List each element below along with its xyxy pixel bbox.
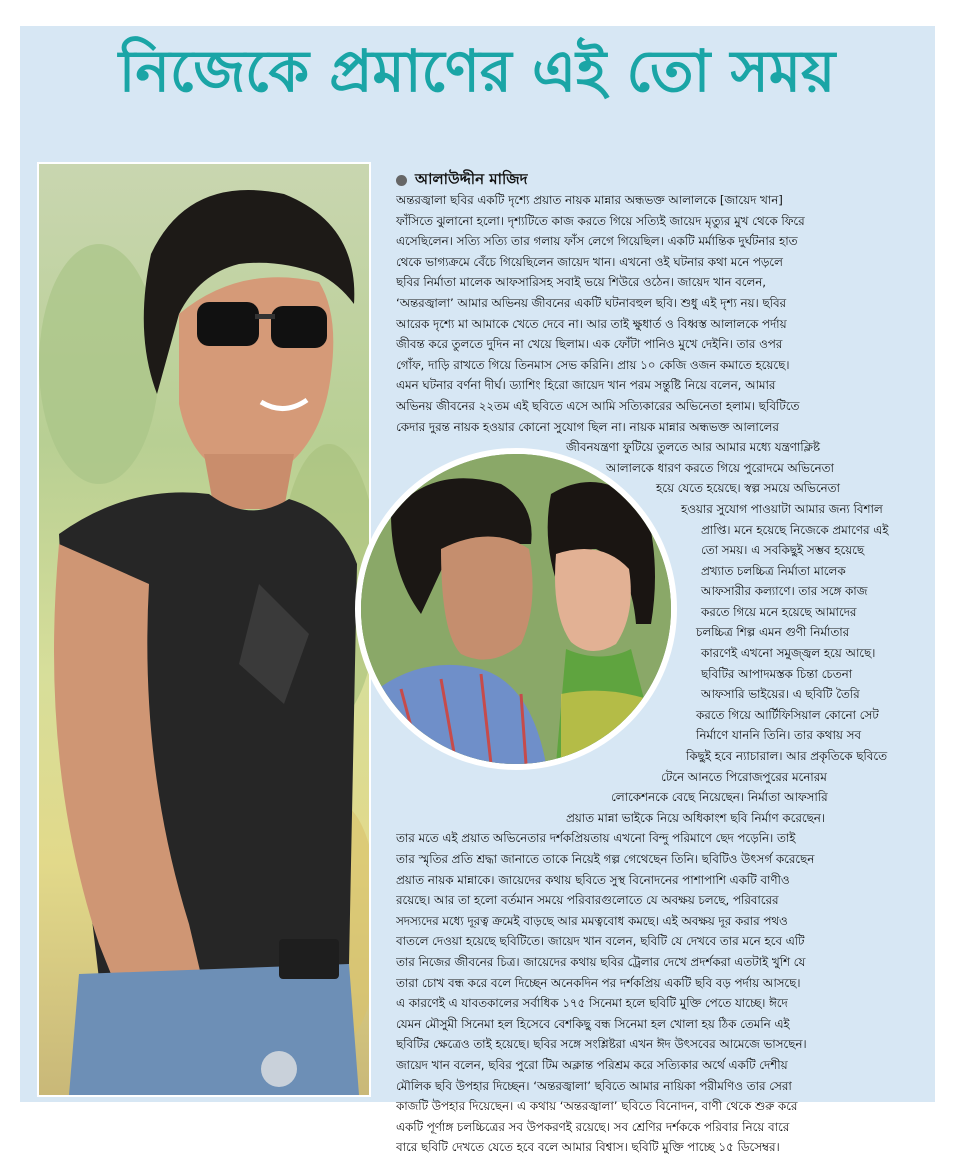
body-line: হয়ে যেতে হয়েছে। স্বল্প সময়ে অভিনেতা (656, 481, 840, 496)
couple-illustration (361, 454, 671, 764)
body-line: বাতলে দেওয়া হয়েছে ছবিটিতে। জায়েদ খান বলেন, ছবিটি যে দেখবে তার মনে হবে এটি (396, 934, 805, 949)
body-line: করতে গিয়ে মনে হয়েছে আমাদের (701, 604, 857, 619)
body-line: টেনে আনতে পিরোজপুরের মনোরম (661, 769, 827, 784)
body-line: জীবন্ত করে তুলতে দুদিন না খেয়ে ছিলাম। এক ফোঁটা পানিও মুখে দেইনি। তার ওপর (396, 337, 783, 352)
body-line: জীবনযন্ত্রণা ফুটিয়ে তুলতে আর আমার মধ্যে যন্ত্রণাক্লিষ্ট (566, 440, 820, 455)
body-line: কাজটি উপহার দিয়েছেন। এ কথায় ‘অন্তরজ্বালা’ ছবিতে বিনোদন, বাণী থেকে শুরু করে (396, 1099, 798, 1114)
body-line: তার মতে এই প্রয়াত অভিনেতার দর্শকপ্রিয়তায় এখনো বিন্দু পরিমাণে ছেদ পড়েনি। তাই (396, 831, 796, 846)
body-line: ছবিটির ক্ষেত্রেও তাই হয়েছে। ছবির সঙ্গে সংশ্লিষ্টরা এখন ঈদ উৎসবের আমেজে ভাসছেন। (396, 1037, 807, 1052)
body-line: আফসারি ভাইয়ের। এ ছবিটি তৈরি (701, 687, 860, 702)
body-line: থেকে ভাগ্যক্রমে বেঁচে গিয়েছিলেন জায়েদ খান। এখনো ওই ঘটনার কথা মনে পড়লে (396, 254, 783, 269)
body-line: প্রয়াত মান্না ভাইকে নিয়ে অধিকাংশ ছবি নির্মাণ করেছেন। (566, 810, 826, 825)
body-line: অভিনয় জীবনের ২২তম এই ছবিতে এসে আমি সত্যিকারের অভিনেতা হলাম। ছবিটিতে (396, 398, 800, 413)
headline: নিজেকে প্রমাণের এই তো সময় (118, 37, 836, 105)
body-line: লোকেশনকে বেছে নিয়েছেন। নির্মাতা আফসারি (611, 790, 828, 805)
body-line: করতে গিয়ে আর্টিফিসিয়াল কোনো সেট (696, 707, 879, 722)
body-line: তার স্মৃতির প্রতি শ্রদ্ধা জানাতে তাকে নিয়েই গল্প গেথেছেন তিনি। ছবিটিও উৎসর্গ করেছেন (396, 852, 815, 866)
body-line: রয়েছে। আর তা হলো বর্তমান সময়ে পরিবারগুলোতে যে অবক্ষয় চলছে, পরিবারের (396, 893, 779, 908)
body-line: প্রাপ্তি। মনে হয়েছে নিজেকে প্রমাণের এই (701, 522, 889, 537)
body-line: অন্তরজ্বালা ছবির একটি দৃশ্যে প্রয়াত নায়ক মান্নার অন্ধভক্ত আলালকে [জায়েদ খান] (396, 193, 783, 207)
couple-photo (355, 448, 677, 770)
body-line: প্রখ্যাত চলচ্চিত্র নির্মাতা মালেক (701, 563, 846, 578)
body-line: তারা চোখ বন্ধ করে বলে দিচ্ছেন অনেকদিন পর দর্শকপ্রিয় একটি ছবি বড় পর্দায় আসছে। (396, 975, 801, 990)
body-line: আফসারীর কল্যাণে। তার সঙ্গে কাজ (701, 584, 868, 599)
body-line: নির্মাণে যাননি তিনি। তার কথায় সব (696, 728, 861, 743)
actor-illustration (39, 164, 369, 1095)
bullet-icon (396, 175, 407, 186)
body-line: ছবিটির আপাদমস্তক চিন্তা চেতনা (701, 666, 853, 681)
body-line: চলচ্চিত্র শিল্প এমন গুণী নির্মাতার (696, 625, 850, 640)
author-name: আলাউদ্দীন মাজিদ (415, 170, 528, 188)
body-line: এসেছিলেন। সত্যি সত্যি তার গলায় ফাঁস লেগে গিয়েছিল। একটি মর্মান্তিক দুর্ঘটনার হাত (396, 234, 798, 249)
body-line: তার নিজের জীবনের চিত্র। জায়েদের কথায় ছবির ট্রেলার দেখে প্রদর্শকরা এতটাই খুশি যে (396, 954, 806, 969)
body-line: হওয়ার সুযোগ পাওয়াটা আমার জন্য বিশাল (681, 501, 883, 516)
body-line: একটি পূর্ণাঙ্গ চলচ্চিত্রের সব উপকরণই রয়েছে। সব শ্রেণির দর্শককে পরিবার নিয়ে বারে (396, 1119, 790, 1134)
body-line: এ কারণেই এ যাবতকালের সর্বাধিক ১৭৫ সিনেমা হলে ছবিটি মুক্তি পেতে যাচ্ছে। ঈদে (396, 996, 788, 1011)
body-line: সদস্যদের মধ্যে দূরত্ব ক্রমেই বাড়ছে আর মমত্ববোধ কমছে। এই অবক্ষয় দূর করার পথও (396, 913, 788, 928)
body-line: আরেক দৃশ্যে মা আমাকে খেতে দেবে না। আর তাই ক্ষুধার্ত ও বিধ্বস্ত আলালকে পর্দায় (396, 316, 787, 331)
actor-photo (37, 162, 371, 1097)
body-line: মৌলিক ছবি উপহার দিচ্ছেন। ‘অন্তরজ্বালা’ ছবিতে আমার নায়িকা পরীমণিও তার সেরা (396, 1078, 792, 1093)
body-line: বারে ছবিটি দেখতে যেতে হবে বলে আমার বিশ্বাস। ছবিটি মুক্তি পাচ্ছে ১৫ ডিসেম্বর। (396, 1140, 780, 1155)
body-line: প্রয়াত নায়ক মান্নাকে। জায়েদের কথায় ছবিতে সুস্থ বিনোদনের পাশাপাশি একটি বাণীও (396, 872, 790, 887)
body-line: কেদার দুরন্ত নায়ক হওয়ার কোনো সুযোগ ছিল না। নায়ক মান্নার অন্ধভক্ত আলালের (396, 419, 779, 434)
body-line: কিছুই হবে ন্যাচারাল। আর প্রকৃতিকে ছবিতে (686, 749, 887, 764)
body-line: তো সময়। এ সবকিছুই সম্ভব হয়েছে (701, 543, 865, 558)
body-line: ছবির নির্মাতা মালেক আফসারিসহ সবাই ভয়ে শিউরে ওঠেন। জায়েদ খান বলেন, (396, 275, 767, 290)
body-line: ফাঁসিতে ঝুলানো হলো। দৃশ্যটিতে কাজ করতে গিয়ে সত্যিই জায়েদ মৃত্যুর মুখ থেকে ফিরে (396, 213, 805, 228)
body-line: যেমন মৌসুমী সিনেমা হল হিসেবে বেশকিছু বন্ধ সিনেমা হল খোলা হয় ঠিক তেমনি এই (396, 1016, 790, 1031)
body-line: এমন ঘটনার বর্ণনা দীর্ঘ। ড্যাশিং হিরো জায়েদ খান পরম সন্তুষ্টি নিয়ে বলেন, আমার (396, 378, 776, 393)
body-line: আলালকে ধারণ করতে গিয়ে পুরোদমে অভিনেতা (606, 460, 834, 475)
body-line: জায়েদ খান বলেন, ছবির পুরো টিম অক্লান্ত পরিশ্রম করে সত্যিকার অর্থে একটি দেশীয় (396, 1057, 788, 1072)
body-line: ‘অন্তরজ্বালা’ আমার অভিনয় জীবনের একটি ঘটনাবহুল ছবি। শুধু এই দৃশ্য নয়। ছবির (396, 295, 787, 310)
body-line: গোঁফ, দাড়ি রাখতে গিয়ে তিনমাস সেভ করিনি। প্রায় ১০ কেজি ওজন কমাতে হয়েছে। (396, 357, 790, 372)
body-line: কারণেই এখনো সমুজ্জ্বল হয়ে আছে। (701, 646, 876, 661)
